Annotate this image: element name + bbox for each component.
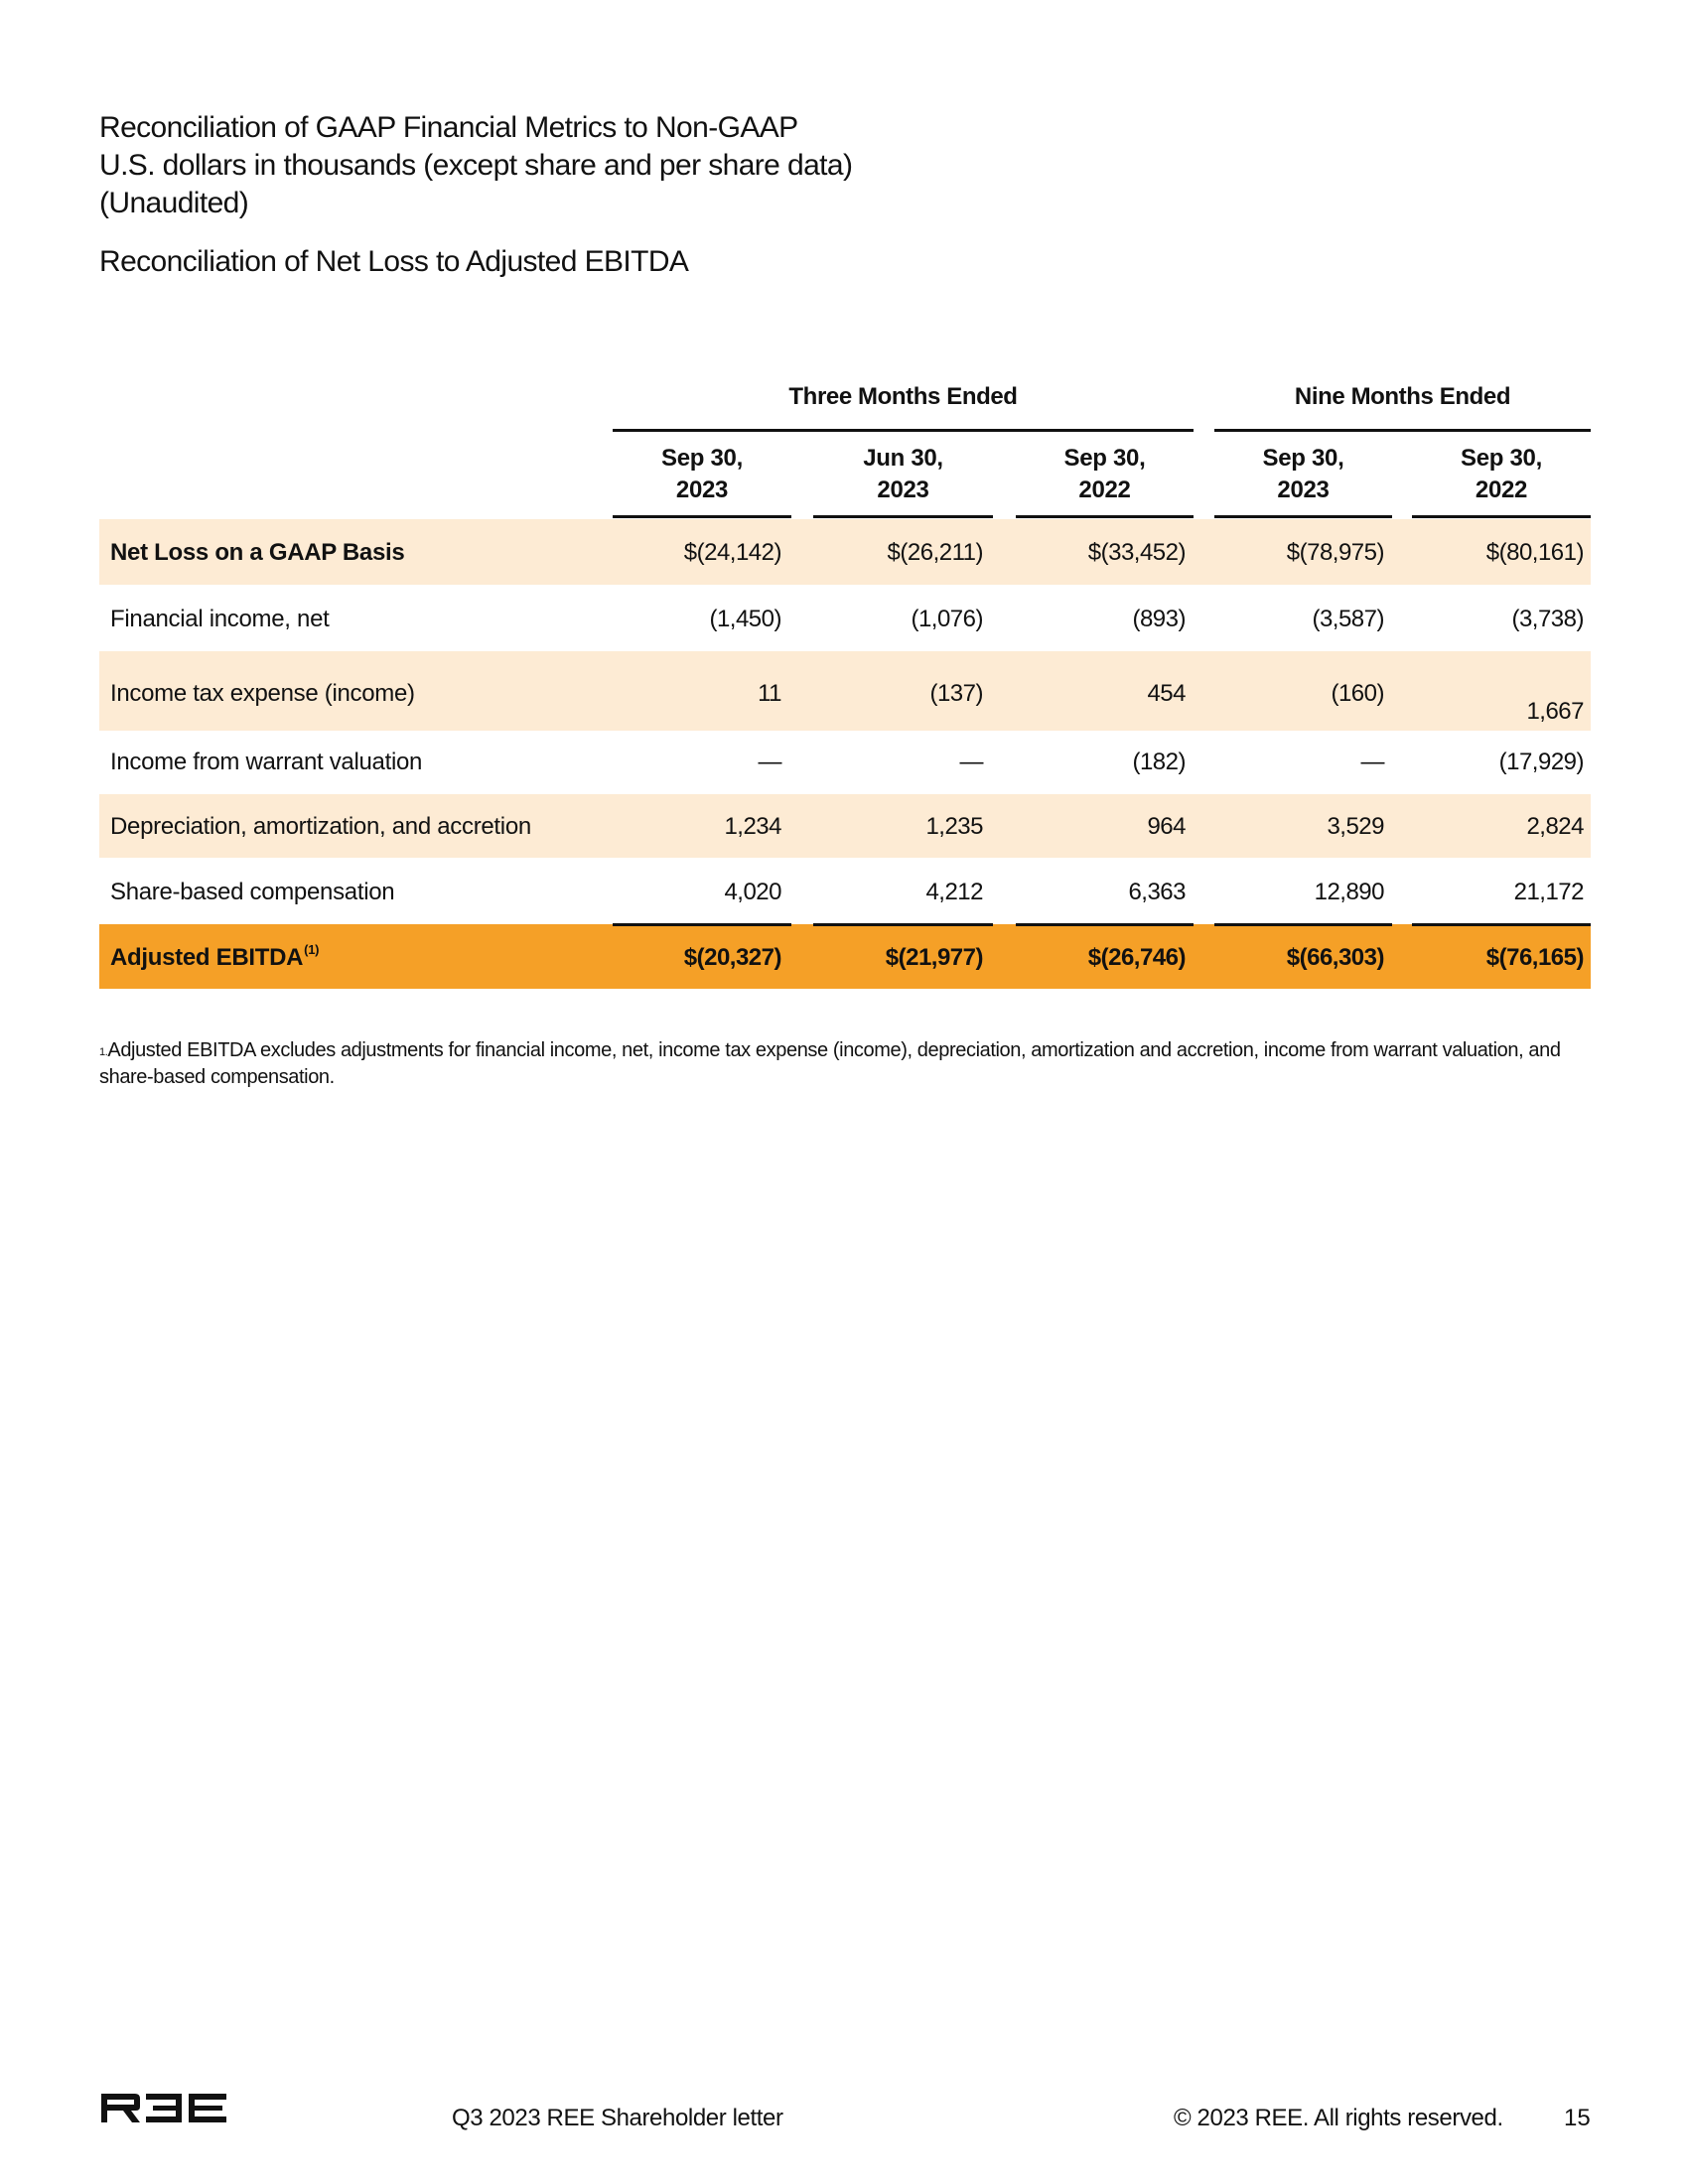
cell-q3-2022: 6,363 bbox=[1128, 879, 1186, 905]
row-label: Net Loss on a GAAP Basis bbox=[110, 539, 405, 566]
cell-q3-2022: 454 bbox=[1147, 680, 1186, 707]
table-row-share-based-comp bbox=[99, 858, 1591, 924]
column-header-q2-2023 bbox=[813, 439, 993, 518]
cell-q3-2022: 964 bbox=[1147, 813, 1186, 840]
total-rule bbox=[813, 923, 993, 926]
column-header-line2: 2022 bbox=[1475, 477, 1528, 503]
cell-9m-2023: 12,890 bbox=[1314, 879, 1384, 905]
cell-q3-2023: (1,450) bbox=[709, 606, 781, 632]
column-header-line1: Sep 30, bbox=[1262, 445, 1344, 472]
column-header-9m-2022 bbox=[1412, 439, 1591, 518]
footnote-text: Adjusted EBITDA excludes adjustments for financial income, net, income tax expense (income), depreciation, amortization and accretion, income from warrant valuation, and share-based compensation. bbox=[99, 1039, 1561, 1088]
footnote-reference: (1) bbox=[304, 942, 320, 957]
cell-q2-2023: (1,076) bbox=[911, 606, 983, 632]
cell-q3-2023: — bbox=[758, 749, 781, 775]
column-header-line1: Sep 30, bbox=[1063, 445, 1146, 472]
column-header-q3-2023 bbox=[613, 439, 791, 518]
cell-9m-2023: — bbox=[1360, 749, 1384, 775]
row-label: Income from warrant valuation bbox=[110, 749, 423, 775]
cell-q2-2023: — bbox=[959, 749, 983, 775]
group-header-nine-months: Nine Months Ended bbox=[1214, 377, 1591, 432]
cell-q2-2023: 4,212 bbox=[925, 879, 983, 905]
table-row-depreciation bbox=[99, 794, 1591, 858]
cell-q3-2023: $(24,142) bbox=[683, 539, 781, 566]
row-label bbox=[110, 944, 319, 972]
column-header-line1: Jun 30, bbox=[863, 445, 943, 472]
cell-9m-2022: (3,738) bbox=[1511, 606, 1584, 632]
title-line-1: Reconciliation of GAAP Financial Metrics to Non-GAAP bbox=[99, 111, 798, 144]
cell-q3-2022: (893) bbox=[1132, 606, 1186, 632]
cell-9m-2023: $(78,975) bbox=[1286, 539, 1384, 566]
column-header-q3-2022 bbox=[1016, 439, 1194, 518]
column-header-line2: 2022 bbox=[1078, 477, 1131, 503]
cell-9m-2022: 1,667 bbox=[1526, 698, 1584, 725]
column-header-line2: 2023 bbox=[877, 477, 929, 503]
document-title bbox=[99, 109, 852, 222]
cell-q2-2023: (137) bbox=[929, 680, 983, 707]
row-label-text: Adjusted EBITDA bbox=[110, 944, 304, 971]
column-header-line2: 2023 bbox=[675, 477, 729, 503]
cell-9m-2023: (160) bbox=[1331, 680, 1384, 707]
cell-q3-2022: $(26,746) bbox=[1087, 944, 1186, 971]
cell-q2-2023: 1,235 bbox=[925, 813, 983, 840]
cell-q3-2022: $(33,452) bbox=[1087, 539, 1186, 566]
table-row-income-tax bbox=[99, 651, 1591, 731]
footer-copyright: © 2023 REE. All rights reserved. bbox=[1174, 2105, 1503, 2131]
row-label: Income tax expense (income) bbox=[110, 680, 415, 707]
cell-9m-2022: $(76,165) bbox=[1485, 944, 1584, 971]
title-line-3: (Unaudited) bbox=[99, 187, 249, 219]
table-row-adjusted-ebitda bbox=[99, 924, 1591, 989]
cell-q3-2023: 11 bbox=[758, 680, 781, 707]
total-rule bbox=[1016, 923, 1194, 926]
cell-9m-2023: (3,587) bbox=[1312, 606, 1384, 632]
cell-9m-2022: 2,824 bbox=[1526, 813, 1584, 840]
cell-q3-2023: 4,020 bbox=[724, 879, 781, 905]
cell-9m-2022: $(80,161) bbox=[1485, 539, 1584, 566]
table-row-financial-income bbox=[99, 585, 1591, 651]
column-header-9m-2023 bbox=[1214, 439, 1392, 518]
ree-logo-icon bbox=[101, 2094, 226, 2122]
table-row-warrant-valuation bbox=[99, 731, 1591, 794]
footnote bbox=[99, 1037, 1599, 1091]
cell-q3-2023: 1,234 bbox=[724, 813, 781, 840]
row-label: Depreciation, amortization, and accretion bbox=[110, 813, 531, 840]
cell-q3-2023: $(20,327) bbox=[683, 944, 781, 971]
row-label: Share-based compensation bbox=[110, 879, 395, 905]
row-label: Financial income, net bbox=[110, 606, 330, 632]
cell-q3-2022: (182) bbox=[1132, 749, 1186, 775]
cell-9m-2023: $(66,303) bbox=[1286, 944, 1384, 971]
total-rule bbox=[613, 923, 791, 926]
page-number: 15 bbox=[1564, 2105, 1591, 2131]
cell-9m-2023: 3,529 bbox=[1327, 813, 1384, 840]
cell-q2-2023: $(21,977) bbox=[885, 944, 983, 971]
total-rule bbox=[1412, 923, 1591, 926]
title-line-2: U.S. dollars in thousands (except share and per share data) bbox=[99, 149, 853, 182]
column-header-line1: Sep 30, bbox=[661, 445, 743, 472]
cell-9m-2022: 21,172 bbox=[1513, 879, 1584, 905]
column-header-line1: Sep 30, bbox=[1461, 445, 1542, 472]
cell-9m-2022: (17,929) bbox=[1498, 749, 1584, 775]
total-rule bbox=[1214, 923, 1392, 926]
footnote-marker: 1. bbox=[99, 1046, 108, 1058]
group-header-three-months: Three Months Ended bbox=[613, 377, 1194, 432]
section-subtitle: Reconciliation of Net Loss to Adjusted EBITDA bbox=[99, 245, 689, 278]
footer-document-name: Q3 2023 REE Shareholder letter bbox=[452, 2105, 783, 2131]
cell-q2-2023: $(26,211) bbox=[887, 539, 983, 566]
table-row-net-loss bbox=[99, 519, 1591, 585]
column-header-line2: 2023 bbox=[1277, 477, 1330, 503]
